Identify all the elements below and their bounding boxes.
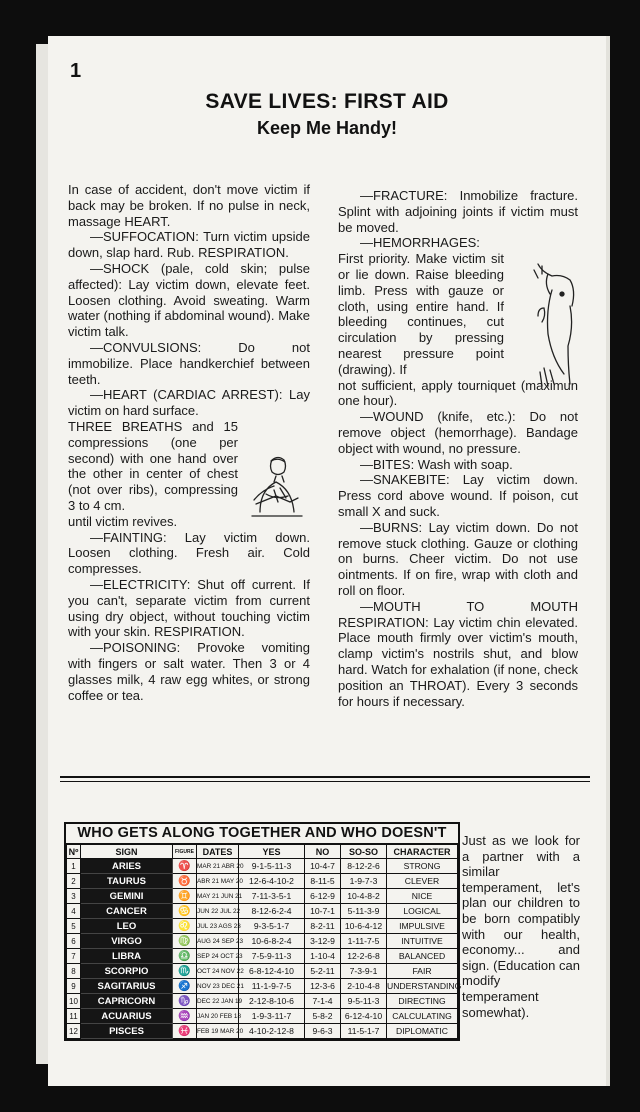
compatible-yes: 7-5-9-11-3: [239, 949, 305, 964]
sidebar-note: Just as we look for a partner with a similar temperament, let's plan our children to be born compatibly with our health, economy... and sign. (Education can modify temperament somewhat).: [462, 833, 580, 1020]
table-row: [67, 1009, 458, 1024]
cpr-instructions-end: until victim revives.: [68, 513, 178, 529]
compatible-no: 10-7-1: [305, 904, 341, 919]
character-trait: CALCULATING: [387, 1009, 458, 1024]
table-body: [67, 859, 462, 1039]
sign-name: ACUARIUS: [81, 1009, 173, 1024]
suffocation-paragraph: —SUFFOCATION: Turn victim upside down, slap hard. Rub. RESPIRATION.: [68, 229, 310, 261]
row-number: 8: [67, 964, 81, 979]
sign-symbol-icon: ♐: [173, 979, 197, 994]
hemorrhages-paragraph-end: not sufficient, apply tourniquet (maximun one hour).: [338, 377, 578, 409]
section-divider-bottom: [60, 781, 590, 782]
intro-paragraph: In case of accident, don't move victim if back may be broken. If no pulse in neck, massage HEART.: [68, 182, 310, 229]
sign-symbol-icon: ♉: [173, 874, 197, 889]
compatible-soso: 7-3-9-1: [341, 964, 387, 979]
first-aid-column-left: [68, 182, 310, 703]
hemorrhages-heading: —HEMORRHAGES:: [360, 235, 480, 251]
sign-symbol-icon: ♑: [173, 994, 197, 1009]
compatible-soso: 10-4-8-2: [341, 889, 387, 904]
table-row: [67, 979, 458, 994]
sign-dates: NOV 23 DEC 21: [197, 979, 239, 994]
sign-symbol-icon: ♎: [173, 949, 197, 964]
compatible-soso: 2-10-4-8: [341, 979, 387, 994]
sign-dates: MAR 21 ABR 20: [197, 859, 239, 874]
table-row: [67, 964, 458, 979]
compatible-soso: 1-9-7-3: [341, 874, 387, 889]
character-trait: DIPLOMATIC: [387, 1024, 458, 1039]
sign-symbol-icon: ♊: [173, 889, 197, 904]
sign-name: CANCER: [81, 904, 173, 919]
table-row: [67, 859, 458, 874]
mouth-to-mouth-paragraph: —MOUTH TO MOUTH RESPIRATION: Lay victim chin elevated. Place mouth firmly over victim's mouth, clamp victim's nostrils shut, and blow hard. Watch for exhalation (if none, check position an THROAT). Every 3 seconds for hours if necessary.: [338, 598, 578, 709]
compatible-no: 9-6-3: [305, 1024, 341, 1039]
character-trait: BALANCED: [387, 949, 458, 964]
compatible-no: 1-10-4: [305, 949, 341, 964]
sign-name: ARIES: [81, 859, 173, 874]
character-trait: INTUITIVE: [387, 934, 458, 949]
pressure-point-illustration: [530, 260, 580, 390]
table-row: [67, 1024, 458, 1039]
snakebite-paragraph: —SNAKEBITE: Lay victim down. Press cord above wound. If poison, cut small X and suck.: [338, 472, 578, 519]
sign-symbol-icon: ♌: [173, 919, 197, 934]
sign-dates: MAY 21 JUN 21: [197, 889, 239, 904]
convulsions-paragraph: —CONVULSIONS: Do not immobilize. Place handkerchief between teeth.: [68, 339, 310, 387]
table-header-row: [67, 845, 458, 859]
compatible-soso: 9-5-11-3: [341, 994, 387, 1009]
shock-paragraph: —SHOCK (pale, cold skin; pulse affected): Lay victim down, elevate feet. Loosen clothing. Avoid sweating. Warm water (nothing if abdominal wound). Make victim talk.: [68, 260, 310, 340]
compatible-soso: 1-11-7-5: [341, 934, 387, 949]
col-header-figure: FIGURE: [173, 845, 197, 859]
table-row: [67, 904, 458, 919]
row-number: 4: [67, 904, 81, 919]
character-trait: IMPULSIVE: [387, 919, 458, 934]
compatible-no: 12-3-6: [305, 979, 341, 994]
compatible-yes: 2-12-8-10-6: [239, 994, 305, 1009]
sign-dates: JAN 20 FEB 18: [197, 1009, 239, 1024]
compatible-yes: 10-6-8-2-4: [239, 934, 305, 949]
wound-paragraph: —WOUND (knife, etc.): Do not remove object (hemorrhage). Bandage object with wound, no pressure.: [338, 409, 578, 456]
sign-dates: AUG 24 SEP 23: [197, 934, 239, 949]
compatible-yes: 1-9-3-11-7: [239, 1009, 305, 1024]
compatible-yes: 9-1-5-11-3: [239, 859, 305, 874]
cpr-instructions: THREE BREATHS and 15 compressions (one per second) with one hand over the other in center of chest (not over ribs), compressing 3 to 4 cm.: [68, 418, 238, 513]
table-row: [67, 994, 458, 1009]
sign-name: VIRGO: [81, 934, 173, 949]
electricity-paragraph: —ELECTRICITY: Shut off current. If you can't, separate victim from current using dry object, without touching victim with your skin. RESPIRATION.: [68, 576, 310, 640]
section-divider-top: [60, 776, 590, 778]
table-row: [67, 889, 458, 904]
sign-symbol-icon: ♋: [173, 904, 197, 919]
character-trait: LOGICAL: [387, 904, 458, 919]
page-subtitle: Keep Me Handy!: [256, 118, 398, 138]
row-number: 9: [67, 979, 81, 994]
character-trait: FAIR: [387, 964, 458, 979]
compatible-yes: 8-12-6-2-4: [239, 904, 305, 919]
row-number: 6: [67, 934, 81, 949]
character-trait: DIRECTING: [387, 994, 458, 1009]
character-trait: CLEVER: [387, 874, 458, 889]
fainting-paragraph: —FAINTING: Lay victim down. Loosen clothing. Fresh air. Cold compresses.: [68, 529, 310, 577]
table-row: [67, 934, 458, 949]
table-row: [67, 874, 458, 889]
character-trait: NICE: [387, 889, 458, 904]
table-row: [67, 949, 458, 964]
sign-name: GEMINI: [81, 889, 173, 904]
sign-dates: JUL 23 AGS 23: [197, 919, 239, 934]
col-header-yes: YES: [239, 845, 305, 859]
sign-symbol-icon: ♓: [173, 1024, 197, 1039]
row-number: 11: [67, 1009, 81, 1024]
hemorrhages-paragraph: First priority. Make victim sit or lie down. Raise bleeding limb. Press with gauze or cloth, using entire hand. If bleeding continues, cut circulation by pressing nearest pressure point (drawing). If: [338, 251, 504, 377]
sign-dates: ABR 21 MAY 20: [197, 874, 239, 889]
compatible-yes: 12-6-4-10-2: [239, 874, 305, 889]
poisoning-paragraph: —POISONING: Provoke vomiting with fingers or salt water. Then 3 or 4 glasses milk, 4 raw egg whites, or strong coffee or tea.: [68, 640, 310, 703]
row-number: 12: [67, 1024, 81, 1039]
row-number: 7: [67, 949, 81, 964]
col-header-number: Nº: [67, 845, 81, 859]
booklet-page: [48, 36, 606, 1086]
bites-paragraph: —BITES: Wash with soap.: [360, 456, 513, 472]
compatible-soso: 6-12-4-10: [341, 1009, 387, 1024]
sign-symbol-icon: ♍: [173, 934, 197, 949]
table-row: [67, 919, 458, 934]
sign-name: SCORPIO: [81, 964, 173, 979]
sign-name: TAURUS: [81, 874, 173, 889]
burns-paragraph: —BURNS: Lay victim down. Do not remove stuck clothing. Gauze or clothing on burns. Cheer victim. Do not use ointments. If on fire, wrap with cloth and roll on floor.: [338, 519, 578, 598]
sign-dates: FEB 19 MAR 20: [197, 1024, 239, 1039]
row-number: 10: [67, 994, 81, 1009]
sign-name: SAGITARIUS: [81, 979, 173, 994]
sign-name: LEO: [81, 919, 173, 934]
sign-symbol-icon: ♏: [173, 964, 197, 979]
compatible-yes: 11-1-9-7-5: [239, 979, 305, 994]
compatible-soso: 11-5-1-7: [341, 1024, 387, 1039]
sign-name: PISCES: [81, 1024, 173, 1039]
character-trait: UNDERSTANDING: [387, 979, 458, 994]
heart-paragraph: —HEART (CARDIAC ARREST): Lay victim on hard surface.: [68, 387, 310, 419]
sign-symbol-icon: ♒: [173, 1009, 197, 1024]
compatible-yes: 7-11-3-5-1: [239, 889, 305, 904]
compatible-no: 8-2-11: [305, 919, 341, 934]
compatible-yes: 6-8-12-4-10: [239, 964, 305, 979]
col-header-dates: DATES: [197, 845, 239, 859]
compatible-soso: 10-6-4-12: [341, 919, 387, 934]
compatible-no: 5-2-11: [305, 964, 341, 979]
cpr-illustration: [246, 454, 308, 520]
sign-dates: SEP 24 OCT 23: [197, 949, 239, 964]
sign-symbol-icon: ♈: [173, 859, 197, 874]
col-header-character: CHARACTER: [387, 845, 458, 859]
compatible-no: 7-1-4: [305, 994, 341, 1009]
table-title: WHO GETS ALONG TOGETHER AND WHO DOESN'T: [66, 824, 458, 844]
compatible-yes: 4-10-2-12-8: [239, 1024, 305, 1039]
character-trait: STRONG: [387, 859, 458, 874]
row-number: 3: [67, 889, 81, 904]
compatibility-table: [64, 822, 460, 1041]
compatible-no: 3-12-9: [305, 934, 341, 949]
compatible-no: 6-12-9: [305, 889, 341, 904]
row-number: 2: [67, 874, 81, 889]
sign-dates: DEC 22 JAN 19: [197, 994, 239, 1009]
compatible-no: 8-11-5: [305, 874, 341, 889]
page-title: SAVE LIVES: FIRST AID: [205, 90, 449, 113]
sign-name: CAPRICORN: [81, 994, 173, 1009]
sign-dates: JUN 22 JUL 22: [197, 904, 239, 919]
page-number: 1: [70, 60, 82, 82]
compatible-yes: 9-3-5-1-7: [239, 919, 305, 934]
compatible-soso: 5-11-3-9: [341, 904, 387, 919]
col-header-sign: SIGN: [81, 845, 173, 859]
col-header-soso: SO-SO: [341, 845, 387, 859]
row-number: 5: [67, 919, 81, 934]
col-header-no: NO: [305, 845, 341, 859]
sign-dates: OCT 24 NOV 22: [197, 964, 239, 979]
row-number: 1: [67, 859, 81, 874]
compatible-no: 5-8-2: [305, 1009, 341, 1024]
compatible-soso: 12-2-6-8: [341, 949, 387, 964]
fracture-paragraph: —FRACTURE: Inmobilize fracture. Splint with adjoining joints if victim must be moved.: [338, 188, 578, 235]
sign-name: LIBRA: [81, 949, 173, 964]
compatible-no: 10-4-7: [305, 859, 341, 874]
compatible-soso: 8-12-2-6: [341, 859, 387, 874]
